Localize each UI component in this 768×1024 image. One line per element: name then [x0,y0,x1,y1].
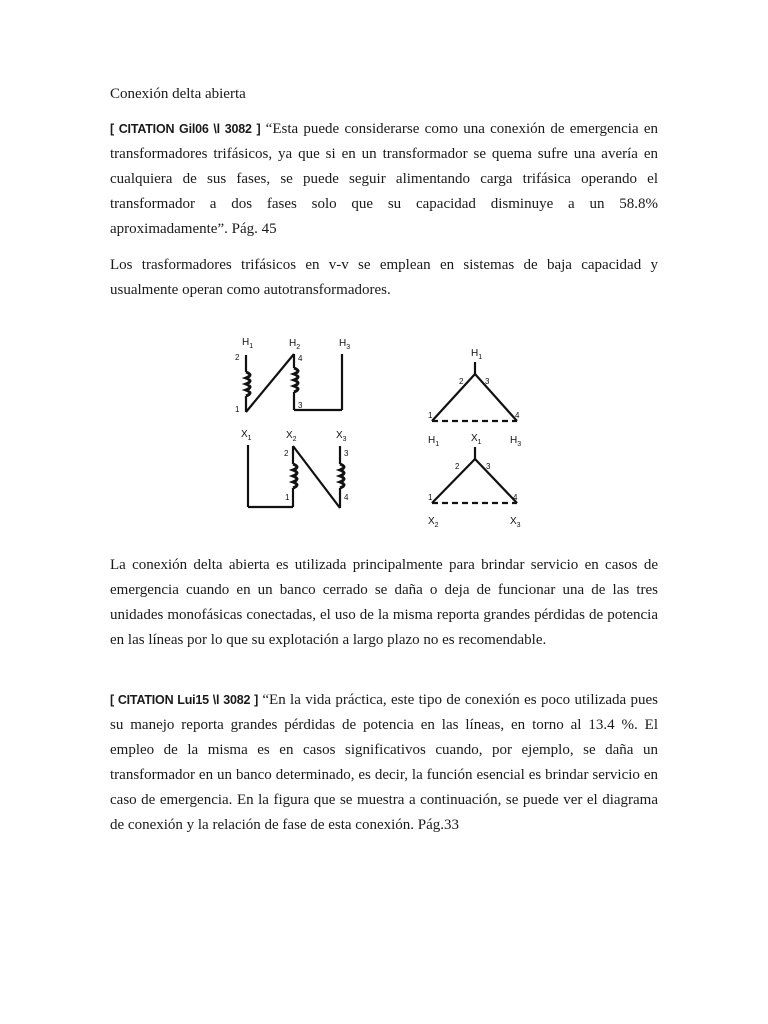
x1-apex-label: $X_1$ [471,433,482,446]
x3-right-label: $X_3$ [510,516,521,529]
secondary-winding-diagram [248,445,344,508]
pin-label: 1 [428,411,433,420]
x2-left-label: $X_2$ [428,516,439,529]
citation-field[interactable]: [ CITATION Lui15 \l 3082 ] [110,693,259,707]
primary-winding-diagram [246,354,342,412]
h2-label: $H_2$ [289,338,301,351]
pin-label: 1 [285,493,290,502]
pin-label: 3 [298,401,303,410]
pin-label: 4 [513,493,518,502]
citation-field[interactable]: [ CITATION Gil06 \l 3082 ] [110,122,261,136]
x2-label: $X_2$ [286,430,297,443]
h1-label: $H_1$ [242,337,254,350]
pin-label: 3 [485,377,490,386]
paragraph-text: “Esta puede considerarse como una conexión de emergencia en transformadores trifásicos, ya que si en un transformador se quema sufre una avería en cualquiera de sus fases, se puede seguir alimentando carga trifásica operando el transformador a dos fases solo que su capacidad disminuye a un 58.8% aproximadamente”. Pág. 45 [110,121,658,237]
pin-label: 4 [344,493,349,502]
h3-label: $H_3$ [339,338,351,351]
pin-label: 2 [284,449,289,458]
pin-label: 4 [298,354,303,363]
h1-left-label: $H_1$ [428,435,440,448]
paragraph-text: “En la vida práctica, este tipo de conexión es poco utilizada pues su manejo reporta grandes pérdidas de potencia en las líneas, en torno al 13.4 %. El empleo de la misma es en casos significativos cuando, por ejemplo, se daña un transformador en un banco determinado, es decir, la función esencial es brindar servicio en caso de emergencia. En la figura que se muestra a continuación, se puede ver el diagrama de conexión y la relación de fase de esta conexión. Pág.33 [110,692,658,833]
secondary-phasor-diagram [432,447,517,503]
pin-label: 1 [235,405,240,414]
paragraph-v-v: Los trasformadores trifásicos en v-v se emplean en sistemas de baja capacidad y usualmente operan como autotransformadores. [110,257,658,298]
pin-label: 3 [486,462,491,471]
h1-apex-label: $H_1$ [471,348,483,361]
primary-labels [235,337,350,414]
pin-label: 4 [515,411,520,420]
x1-label: $X_1$ [241,429,252,442]
pin-label: 2 [459,377,464,386]
pin-label: 3 [344,449,349,458]
section-title: Conexión delta abierta [110,86,246,102]
h3-right-label: $H_3$ [510,435,522,448]
pin-label: 2 [455,462,460,471]
x3-label: $X_3$ [336,430,347,443]
paragraph-delta-abierta: La conexión delta abierta es utilizada principalmente para brindar servicio en casos de emergencia cuando en un banco cerrado se daña o deja de funcionar una de las tres unidades monofásicas conectadas, el uso de la misma reporta grandes pérdidas de potencia en las líneas por lo que su explotación a largo plazo no es recomendable. [110,557,658,648]
pin-label: 1 [428,493,433,502]
pin-label: 2 [235,353,240,362]
primary-phasor-diagram [432,362,517,421]
